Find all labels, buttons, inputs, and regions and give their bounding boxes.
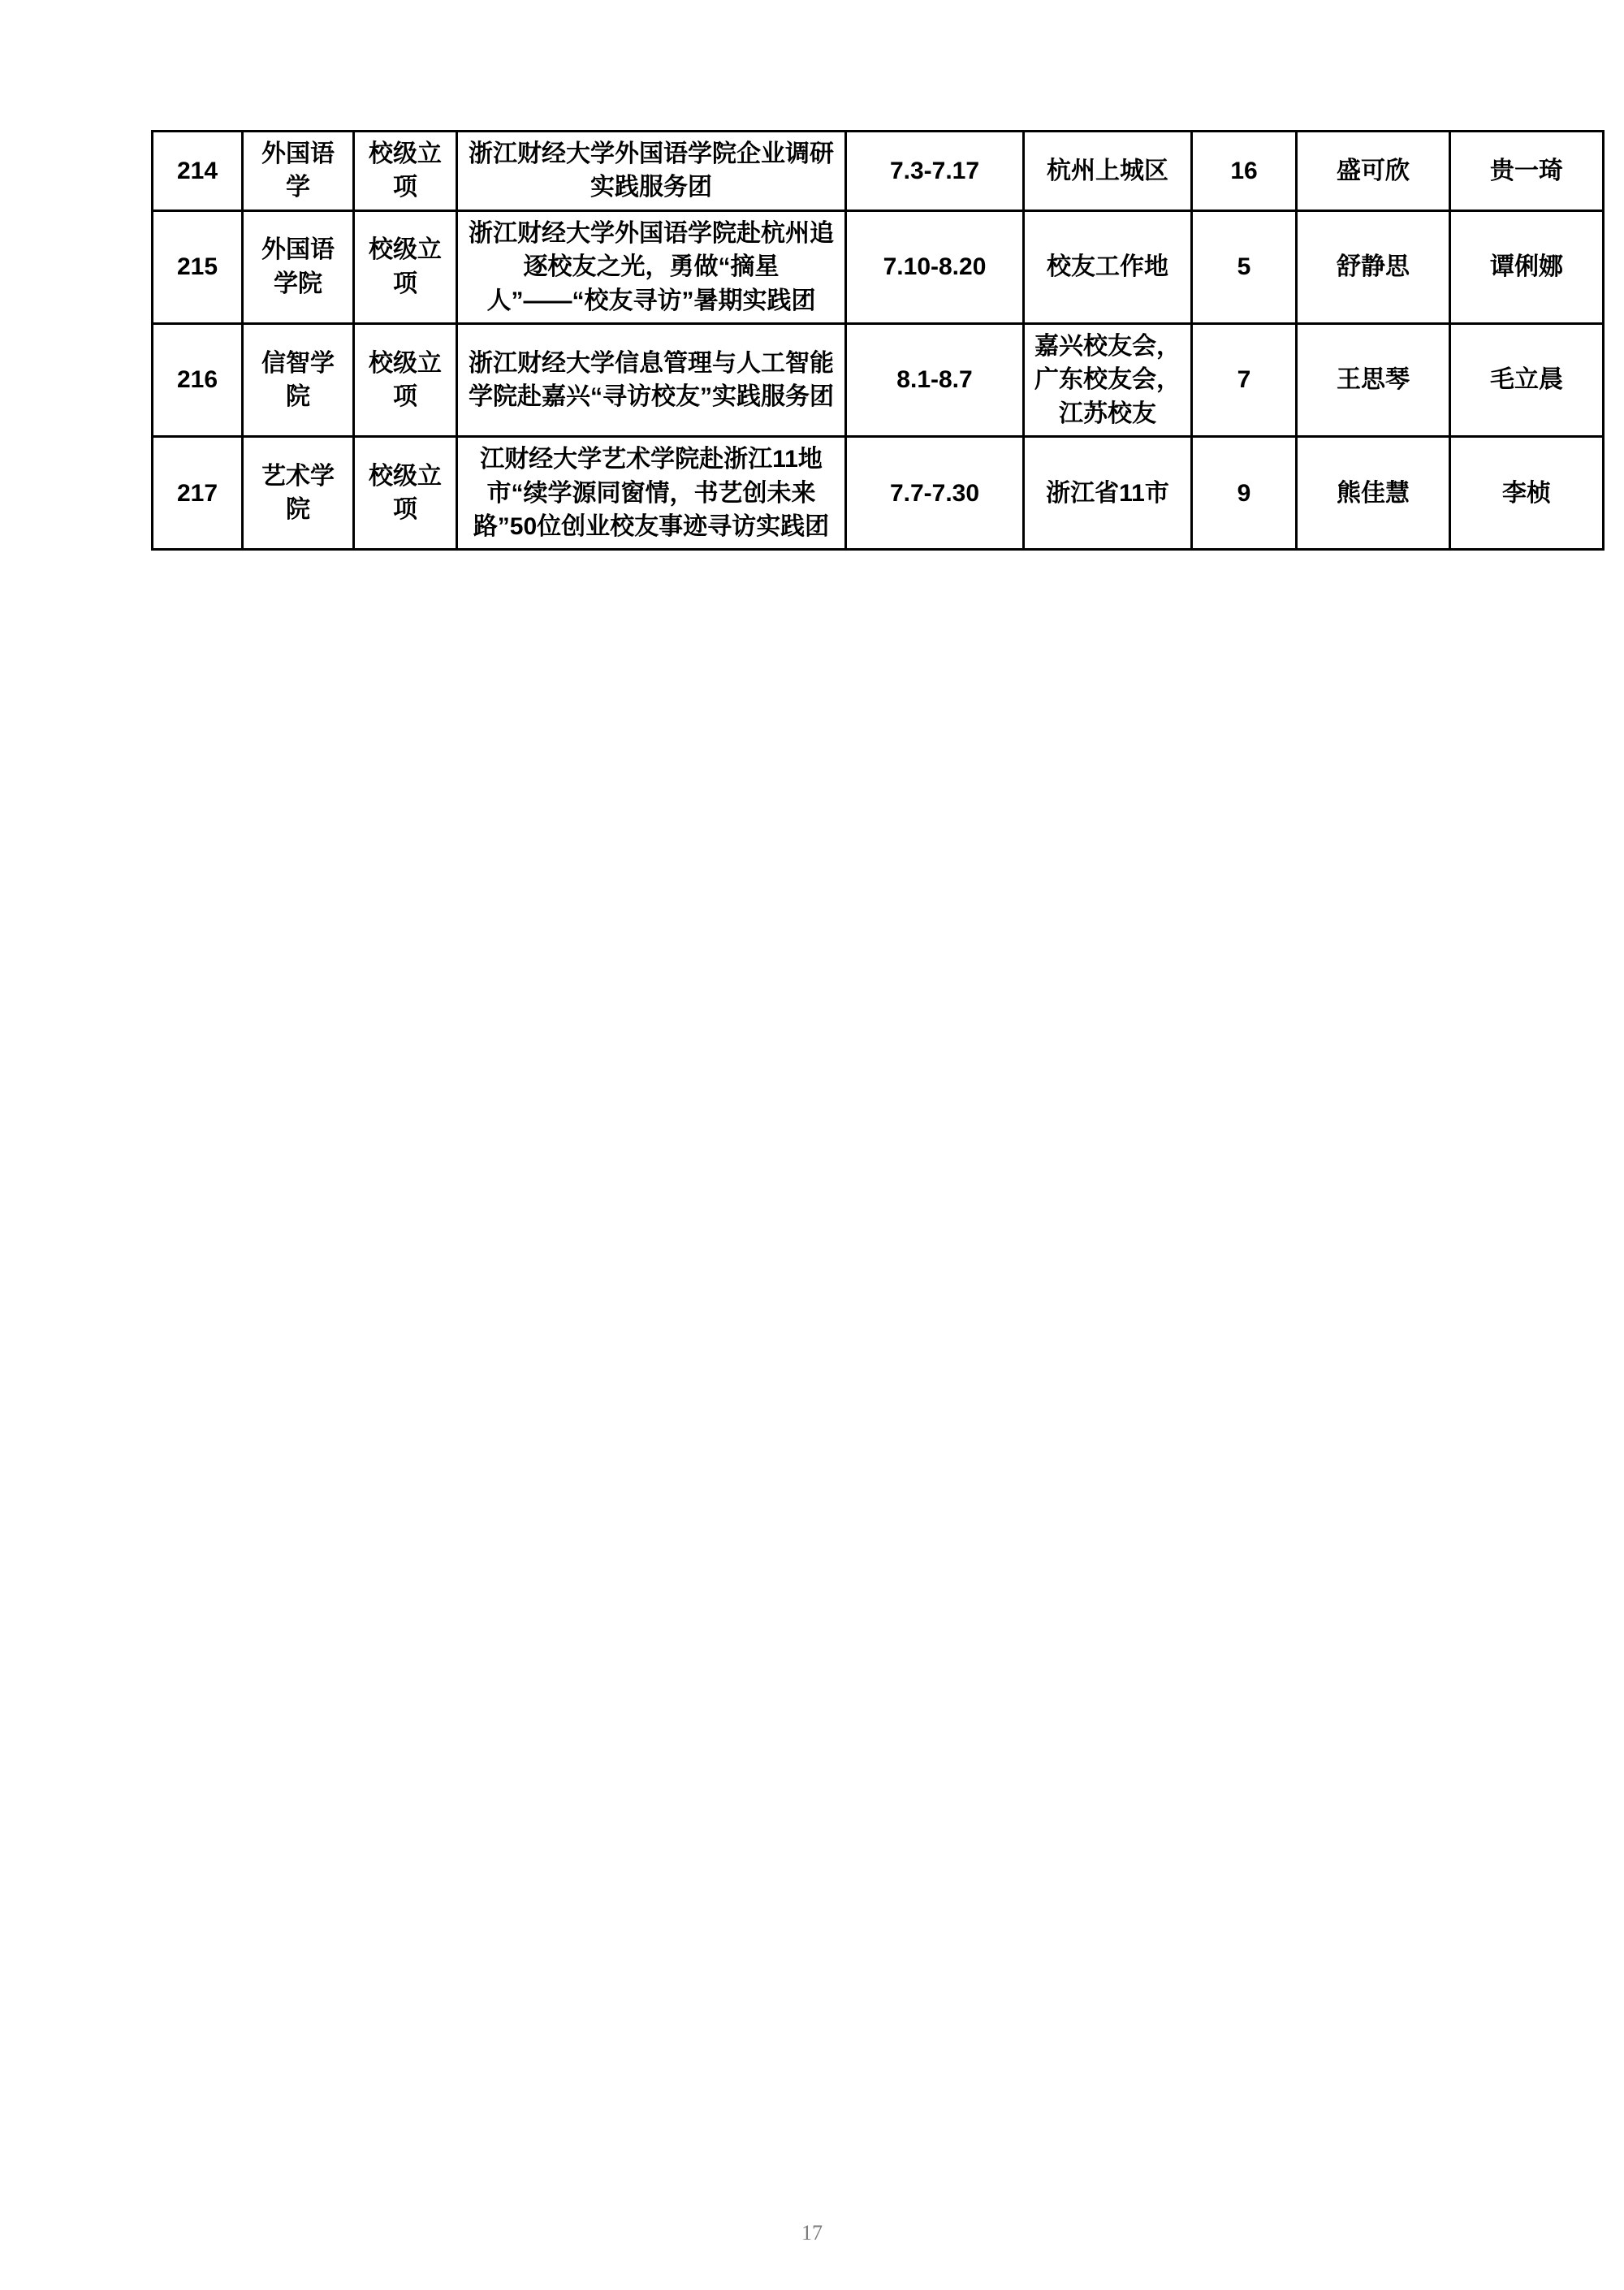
row-date: 7.10-8.20 <box>846 210 1024 323</box>
row-date: 7.3-7.17 <box>846 132 1024 211</box>
page-number: 17 <box>801 2221 823 2245</box>
row-count: 5 <box>1192 210 1297 323</box>
row-index: 215 <box>153 210 243 323</box>
row-count: 16 <box>1192 132 1297 211</box>
row-college: 外国语学 <box>243 132 354 211</box>
table-row <box>153 437 1604 550</box>
practice-projects-table <box>151 130 1605 551</box>
row-title: 浙江财经大学外国语学院企业调研实践服务团 <box>457 132 846 211</box>
row-place: 嘉兴校友会，广东校友会，江苏校友 <box>1024 323 1192 436</box>
row-date: 7.7-7.30 <box>846 437 1024 550</box>
row-level: 校级立项 <box>354 437 457 550</box>
row-place: 校友工作地 <box>1024 210 1192 323</box>
row-index: 217 <box>153 437 243 550</box>
row-title: 浙江财经大学外国语学院赴杭州追逐校友之光，勇做“摘星人”——“校友寻访”暑期实践团 <box>457 210 846 323</box>
row-leader: 王思琴 <box>1297 323 1450 436</box>
row-teacher: 贵一琦 <box>1450 132 1604 211</box>
row-count: 9 <box>1192 437 1297 550</box>
row-college: 外国语学院 <box>243 210 354 323</box>
row-teacher: 李桢 <box>1450 437 1604 550</box>
row-leader: 舒静思 <box>1297 210 1450 323</box>
table-row <box>153 210 1604 323</box>
row-college: 艺术学院 <box>243 437 354 550</box>
practice-projects-table-container <box>151 130 1563 551</box>
row-level: 校级立项 <box>354 132 457 211</box>
row-place: 浙江省11市 <box>1024 437 1192 550</box>
row-teacher: 谭俐娜 <box>1450 210 1604 323</box>
row-leader: 盛可欣 <box>1297 132 1450 211</box>
row-title: 江财经大学艺术学院赴浙江11地市“续学源同窗情，书艺创未来路”50位创业校友事迹寻访实践团 <box>457 437 846 550</box>
row-teacher: 毛立晨 <box>1450 323 1604 436</box>
row-count: 7 <box>1192 323 1297 436</box>
row-college: 信智学院 <box>243 323 354 436</box>
row-index: 216 <box>153 323 243 436</box>
row-level: 校级立项 <box>354 323 457 436</box>
row-title: 浙江财经大学信息管理与人工智能学院赴嘉兴“寻访校友”实践服务团 <box>457 323 846 436</box>
row-index: 214 <box>153 132 243 211</box>
table-row <box>153 132 1604 211</box>
row-level: 校级立项 <box>354 210 457 323</box>
row-leader: 熊佳慧 <box>1297 437 1450 550</box>
row-date: 8.1-8.7 <box>846 323 1024 436</box>
table-row <box>153 323 1604 436</box>
row-place: 杭州上城区 <box>1024 132 1192 211</box>
